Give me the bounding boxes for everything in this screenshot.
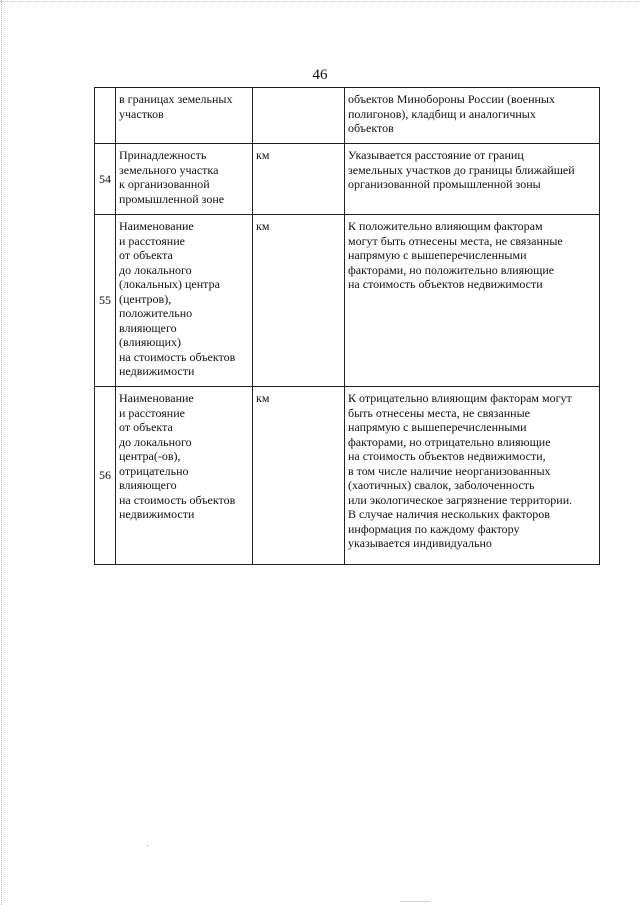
scan-speck [400,901,430,902]
scan-edge-left [1,0,2,905]
description-line: объектов [348,121,394,135]
description-cell [345,387,600,565]
indicator-name-line: на стоимость объектов [119,349,236,364]
description-line: объектов Минобороны России (военных [348,92,555,106]
description-line: Указывается расстояние от границ [348,148,524,162]
indicator-name-line: и расстояние [119,233,185,248]
indicator-name-line: (центров), [119,291,172,306]
indicator-name-line: недвижимости [119,364,195,378]
description-line: организованной промышленной зоны [348,177,541,191]
page-number: 46 [312,67,328,83]
scan-edge-top [0,1,640,2]
indicator-name-line: промышленной зоне [119,191,225,206]
indicator-name-line: центра(-ов), [119,449,181,463]
row-number: 55 [95,215,116,387]
indicator-name-line: положительно [119,306,193,320]
indicator-name-line: (локальных) центра [119,277,220,291]
unit-cell: км [253,215,345,387]
indicator-name-line: до локального [119,262,192,277]
table-row [95,387,600,565]
description-line: в том числе наличие неорганизованных [348,463,551,478]
indicator-name-line: на стоимость объектов [119,492,236,507]
description-line: напрямую с вышеперечисленными [348,420,527,434]
description-line: могут быть отнесены места, не связанные [348,233,563,248]
indicator-name-cell [116,144,253,215]
description-line: быть отнесены места, не связанные [348,405,530,420]
indicator-name-line: влияющего [119,478,177,492]
indicator-name-line: до локального [119,434,192,449]
description-line: на стоимость объектов недвижимости [348,277,543,291]
description-line: факторами, но положительно влияющие [348,262,555,277]
table-row [95,215,600,387]
indicator-name-line: к организованной [119,177,210,191]
description-line: информация по каждому фактору [348,521,520,536]
indicator-name-line: Наименование [119,219,194,233]
indicator-name-line: недвижимости [119,507,195,521]
indicator-name-line: от объекта [119,248,173,262]
indicator-name-cell [116,215,253,387]
description-line: В случае наличия нескольких факторов [348,507,550,521]
indicator-name-line: (влияющих) [119,335,182,349]
indicator-name-cell [116,88,253,144]
indicator-name-line: земельного участка [119,162,219,177]
description-line: указывается индивидуально [348,536,492,550]
description-line: факторами, но отрицательно влияющие [348,434,551,449]
description-cell [345,215,600,387]
indicator-name-line: в границах земельных [119,92,233,106]
description-line: К положительно влияющим факторам [348,219,543,233]
description-line: (хаотичных) свалок, заболоченность [348,478,535,492]
indicator-name-line: отрицательно [119,463,189,478]
indicator-name-line: влияющего [119,320,177,335]
row-number: 54 [95,144,116,215]
description-line: или экологическое загрязнение территории. [348,492,573,507]
unit-cell: км [253,144,345,215]
row-number: 56 [95,387,116,565]
indicator-name-line: участков [119,106,164,121]
description-cell [345,144,600,215]
table-row [95,88,600,144]
indicator-name-line: и расстояние [119,405,185,420]
indicator-name-line: от объекта [119,420,173,434]
description-line: полигонов), кладбищ и аналогичных [348,106,536,121]
indicator-name-line: Принадлежность [119,148,207,162]
description-line: напрямую с вышеперечисленными [348,248,527,262]
unit-cell: км [253,387,345,565]
table-row [95,144,600,215]
row-number [95,88,116,144]
document-table [94,87,600,565]
description-line: на стоимость объектов недвижимости, [348,449,546,463]
indicator-name-line: Наименование [119,391,194,405]
description-cell [345,88,600,144]
unit-cell [253,88,345,144]
description-line: К отрицательно влияющим факторам могут [348,391,572,405]
scan-speck [147,845,148,846]
indicator-name-cell [116,387,253,565]
description-line: земельных участков до границы ближайшей [348,162,575,177]
